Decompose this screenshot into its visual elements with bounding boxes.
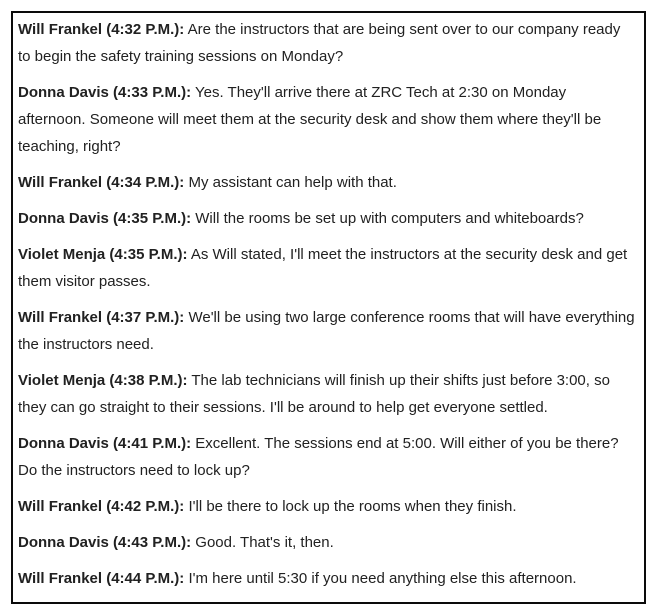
- speaker-timestamp-label: Will Frankel (4:42 P.M.):: [18, 498, 185, 515]
- message-text: As Will stated, I'll meet the instructors at the security desk and get them visitor passes.: [18, 246, 628, 290]
- speaker-timestamp-label: Donna Davis (4:33 P.M.):: [18, 84, 192, 101]
- chat-message: [18, 367, 635, 421]
- speaker-timestamp-label: Will Frankel (4:32 P.M.):: [18, 21, 185, 38]
- chat-message: [18, 169, 635, 196]
- chat-message: [18, 430, 635, 484]
- speaker-timestamp-label: Violet Menja (4:38 P.M.):: [18, 372, 188, 389]
- message-text: Yes. They'll arrive there at ZRC Tech at 2:30 on Monday afternoon. Someone will meet them at the security desk and show them where they'll be teaching, right?: [18, 84, 602, 155]
- chat-message: [18, 529, 635, 556]
- speaker-timestamp-label: Will Frankel (4:34 P.M.):: [18, 174, 185, 191]
- message-text: I'll be there to lock up the rooms when they finish.: [184, 498, 517, 515]
- speaker-timestamp-label: Donna Davis (4:41 P.M.):: [18, 435, 192, 452]
- chat-message: [18, 79, 635, 160]
- speaker-timestamp-label: Donna Davis (4:43 P.M.):: [18, 534, 192, 551]
- message-text: Good. That's it, then.: [191, 534, 334, 551]
- chat-message: [18, 565, 635, 592]
- speaker-timestamp-label: Donna Davis (4:35 P.M.):: [18, 210, 192, 227]
- message-text: Are the instructors that are being sent over to our company ready to begin the safety training sessions on Monday?: [18, 21, 621, 65]
- chat-message: [18, 241, 635, 295]
- message-text: The lab technicians will finish up their shifts just before 3:00, so they can go straight to their sessions. I'll be around to help get everyone settled.: [18, 372, 610, 416]
- message-text: Will the rooms be set up with computers and whiteboards?: [191, 210, 584, 227]
- chat-message: [18, 304, 635, 358]
- message-text: My assistant can help with that.: [184, 174, 397, 191]
- speaker-timestamp-label: Will Frankel (4:44 P.M.):: [18, 570, 185, 587]
- chat-message: [18, 493, 635, 520]
- chat-message: [18, 16, 635, 70]
- chat-message: [18, 205, 635, 232]
- message-text: I'm here until 5:30 if you need anything else this afternoon.: [184, 570, 577, 587]
- speaker-timestamp-label: Will Frankel (4:37 P.M.):: [18, 309, 185, 326]
- message-text: Excellent. The sessions end at 5:00. Will either of you be there? Do the instructors need to lock up?: [18, 435, 619, 479]
- message-text: We'll be using two large conference rooms that will have everything the instructors need.: [18, 309, 635, 353]
- chat-transcript-panel: [11, 11, 646, 604]
- speaker-timestamp-label: Violet Menja (4:35 P.M.):: [18, 246, 188, 263]
